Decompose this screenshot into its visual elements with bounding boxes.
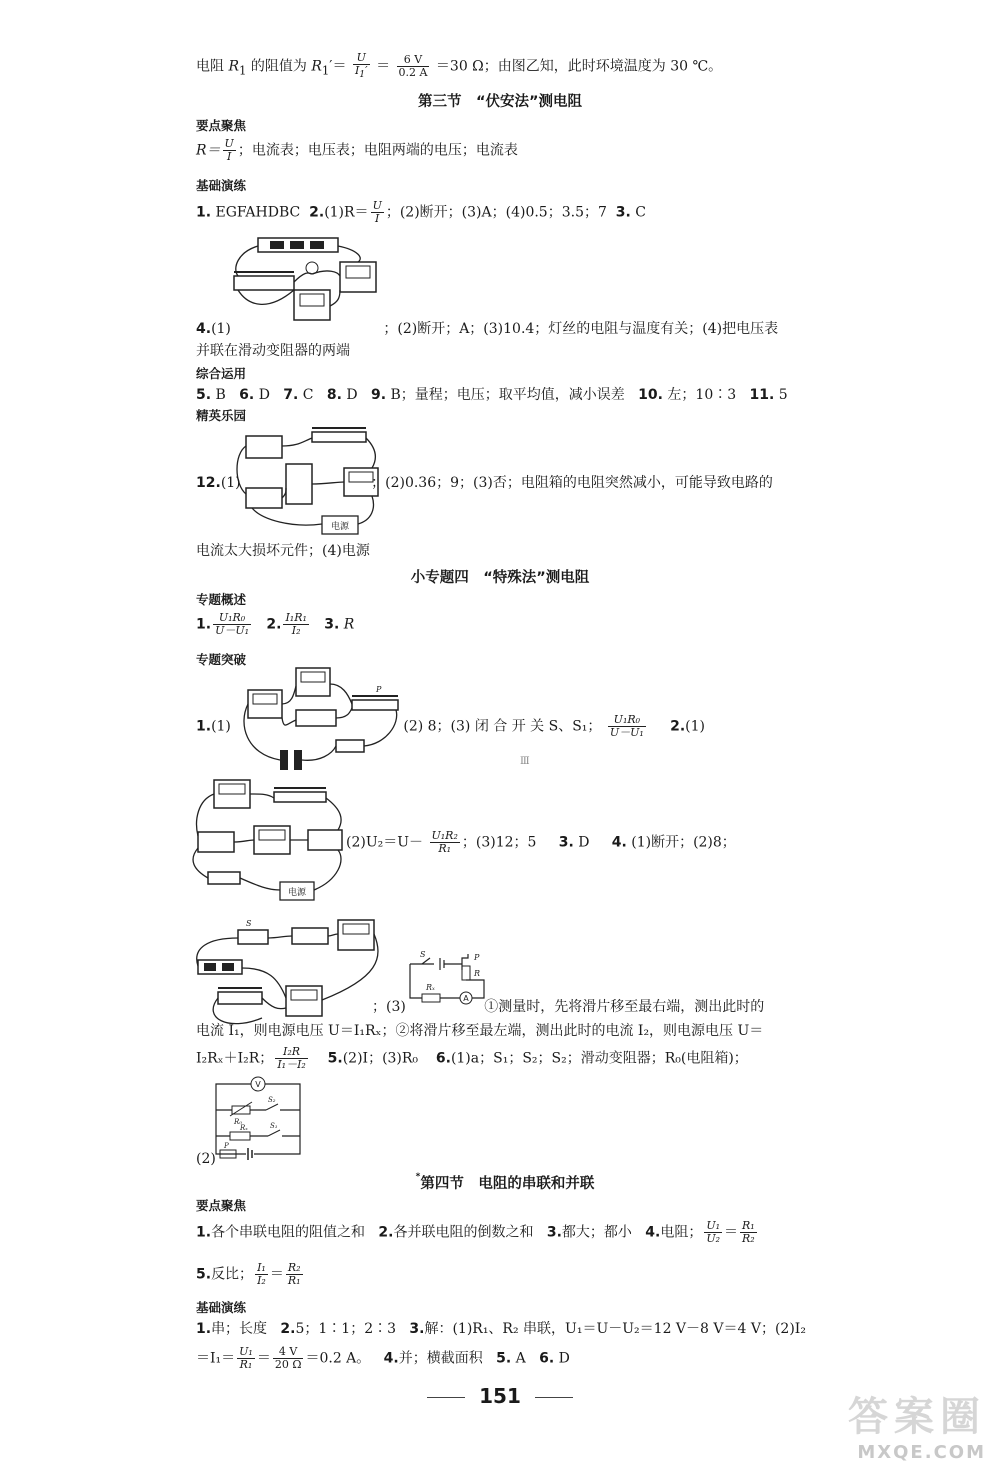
switch-label-s: S [246, 919, 252, 928]
label-focus: 要点聚焦 [196, 118, 247, 133]
focus-answer-line: R＝ $\frac{U}{I}$ ；电流表；电压表；电阻两端的电压；电流表 [196, 137, 518, 163]
fraction-u-over-i: $\frac{U}{I_1'}$ [354, 51, 368, 81]
watermark [848, 1385, 986, 1463]
label-elite: 精英乐园 [196, 408, 247, 423]
focus2-answer-line-1: 1.各个串联电阻的阻值之和 2.各并联电阻的倒数之和 3.都大；都小 4.电阻； $\frac{\text{U₁}}{\text{U₂}}$ ＝ $\frac{\text{R₁}}{\text{R₂}}$ [196, 1219, 755, 1245]
schem-label-s2: S₂ [268, 1096, 276, 1104]
answer-line-q12-cont: 电流太大损坏元件；(4)电源 [196, 543, 370, 559]
schem-label-s1: S₁ [270, 1122, 278, 1130]
label-comprehensive: 综合运用 [196, 366, 247, 381]
label-overview: 专题概述 [196, 592, 247, 607]
breakthrough-answer-line-6: (2) [196, 1151, 216, 1167]
stray-mark: Ⅲ [520, 756, 530, 767]
label-focus-2: 要点聚焦 [196, 1198, 247, 1213]
schem-label-r: R [474, 969, 481, 978]
section-title-4: *第四节 电阻的串联和并联 [415, 1172, 595, 1192]
answer-line-q4-cont: 并联在滑动变阻器的两端 [196, 343, 350, 359]
breakthrough-answer-line-3: ；(3) ①测量时，先将滑片移至最右端，测出此时的 [372, 999, 765, 1015]
schem-label-v: V [255, 1080, 261, 1089]
fraction-6v-over-02a: $\frac{6 V}{0.2 A}$ [398, 53, 428, 80]
section-title-3: 第三节 “伏安法”测电阻 [417, 94, 583, 110]
schem-label-p2: P [224, 1142, 229, 1150]
answer-line-r1: 电阻 $R_1$ 的阻值为 $R_1'=$ $\frac{U}{I_1'}$ ＝ $\frac{6 V}{0.2 A}$ ＝30 Ω；由图乙知，此时环境温度为 30 ℃。 [196, 51, 723, 81]
focus2-answer-line-2: 5.反比； $\frac{\text{I₁}}{\text{I₂}}$ ＝ $\frac{\text{R₂}}{\text{R₁}}$ [196, 1261, 301, 1287]
breakthrough-answer-line-5: I₂Rₓ＋I₂R； $\frac{\text{I₂R}}{\text{I₁－I₂}}$ 5.(2)I；(3)R₀ 6.(1)a；S₁；S₂；S₂；滑动变阻器；R₀(电阻箱)； [196, 1045, 748, 1071]
label-breakthrough: 专题突破 [196, 652, 247, 667]
power-label-q12: 电源 [330, 522, 350, 532]
schem-label-rx: Rₓ [426, 983, 435, 992]
page-number: 151 [0, 1384, 1000, 1408]
basic2-answer-line-2: ＝I₁＝ $\frac{\text{U₁}}{\text{R₁}}$ ＝ $\frac{4 V}{20 \Omega}$ ＝0.2 A。 4.并；横截面积 5. A 6. D [196, 1345, 570, 1371]
basic2-answer-line-1: 1.串；长度 2.5；1∶1；2∶3 3.解：(1)R₁、R₂ 串联，U₁＝U－U₂＝12 V－8 V＝4 V；(2)I₂ [196, 1321, 806, 1337]
watermark-logo: 答案圈 [848, 1394, 986, 1440]
comprehensive-answer-line: 5. B 6. D 7. C 8. D 9. B；量程；电压；取平均值，减小误差 10. 左；10∶3 11. 5 [196, 387, 788, 403]
schem-label-s: S [420, 950, 426, 959]
basic-answer-line-1: 1. EGFAHDBC 2.(1)R＝ $\frac{U}{I}$ ；(2)断开；(3)A；(4)0.5；3.5；7 3. C [196, 199, 647, 225]
overview-answer-line: 1. $\frac{\text{U₁R₀}}{\text{U－U₁}}$ 2. $\frac{\text{I₁R₁}}{\text{I₂}}$ 3. R [196, 611, 355, 637]
schem-label-r0: R₀ [234, 1118, 243, 1126]
watermark-url: MXQE.COM [857, 1442, 986, 1463]
schem-label-p: P [474, 953, 480, 962]
answer-line-q4: 4.(1) ；(2)断开；A；(3)10.4；灯丝的电阻与温度有关；(4)把电压表 [196, 321, 779, 337]
breakthrough-answer-line-1: 1.(1) (2) 8；(3) 闭 合 开 关 S、S₁； $\frac{\text{U₁R₀}}{\text{U－U₁}}$ 2.(1) [196, 713, 706, 739]
schem-label-a: A [463, 994, 469, 1003]
breakthrough-answer-line-4: 电流 I₁，则电源电压 U＝I₁Rₓ；②将滑片移至最左端，测出此时的电流 I₂，则电源电压 U＝ [196, 1023, 764, 1039]
breakthrough-answer-line-2: (2)U₂＝U－ $\frac{\text{U₁R₂}}{\text{R₁}}$ ；(3)12；5 3. D 4. (1)断开；(2)8； [346, 829, 736, 855]
section-title-mini4: 小专题四 “特殊法”测电阻 [410, 570, 590, 586]
power-label-bt2: 电源 [287, 888, 307, 898]
schem-label-rx2: Rₓ [240, 1124, 248, 1132]
circuit-figure-q4 [228, 232, 388, 324]
label-basic-2: 基础演练 [196, 1300, 247, 1315]
label-basic: 基础演练 [196, 178, 247, 193]
slider-label-p: P [376, 685, 382, 694]
answer-line-q12: 12.(1) ；(2)0.36；9；(3)否；电阻箱的电阻突然减小，可能导致电路的 [196, 475, 773, 491]
